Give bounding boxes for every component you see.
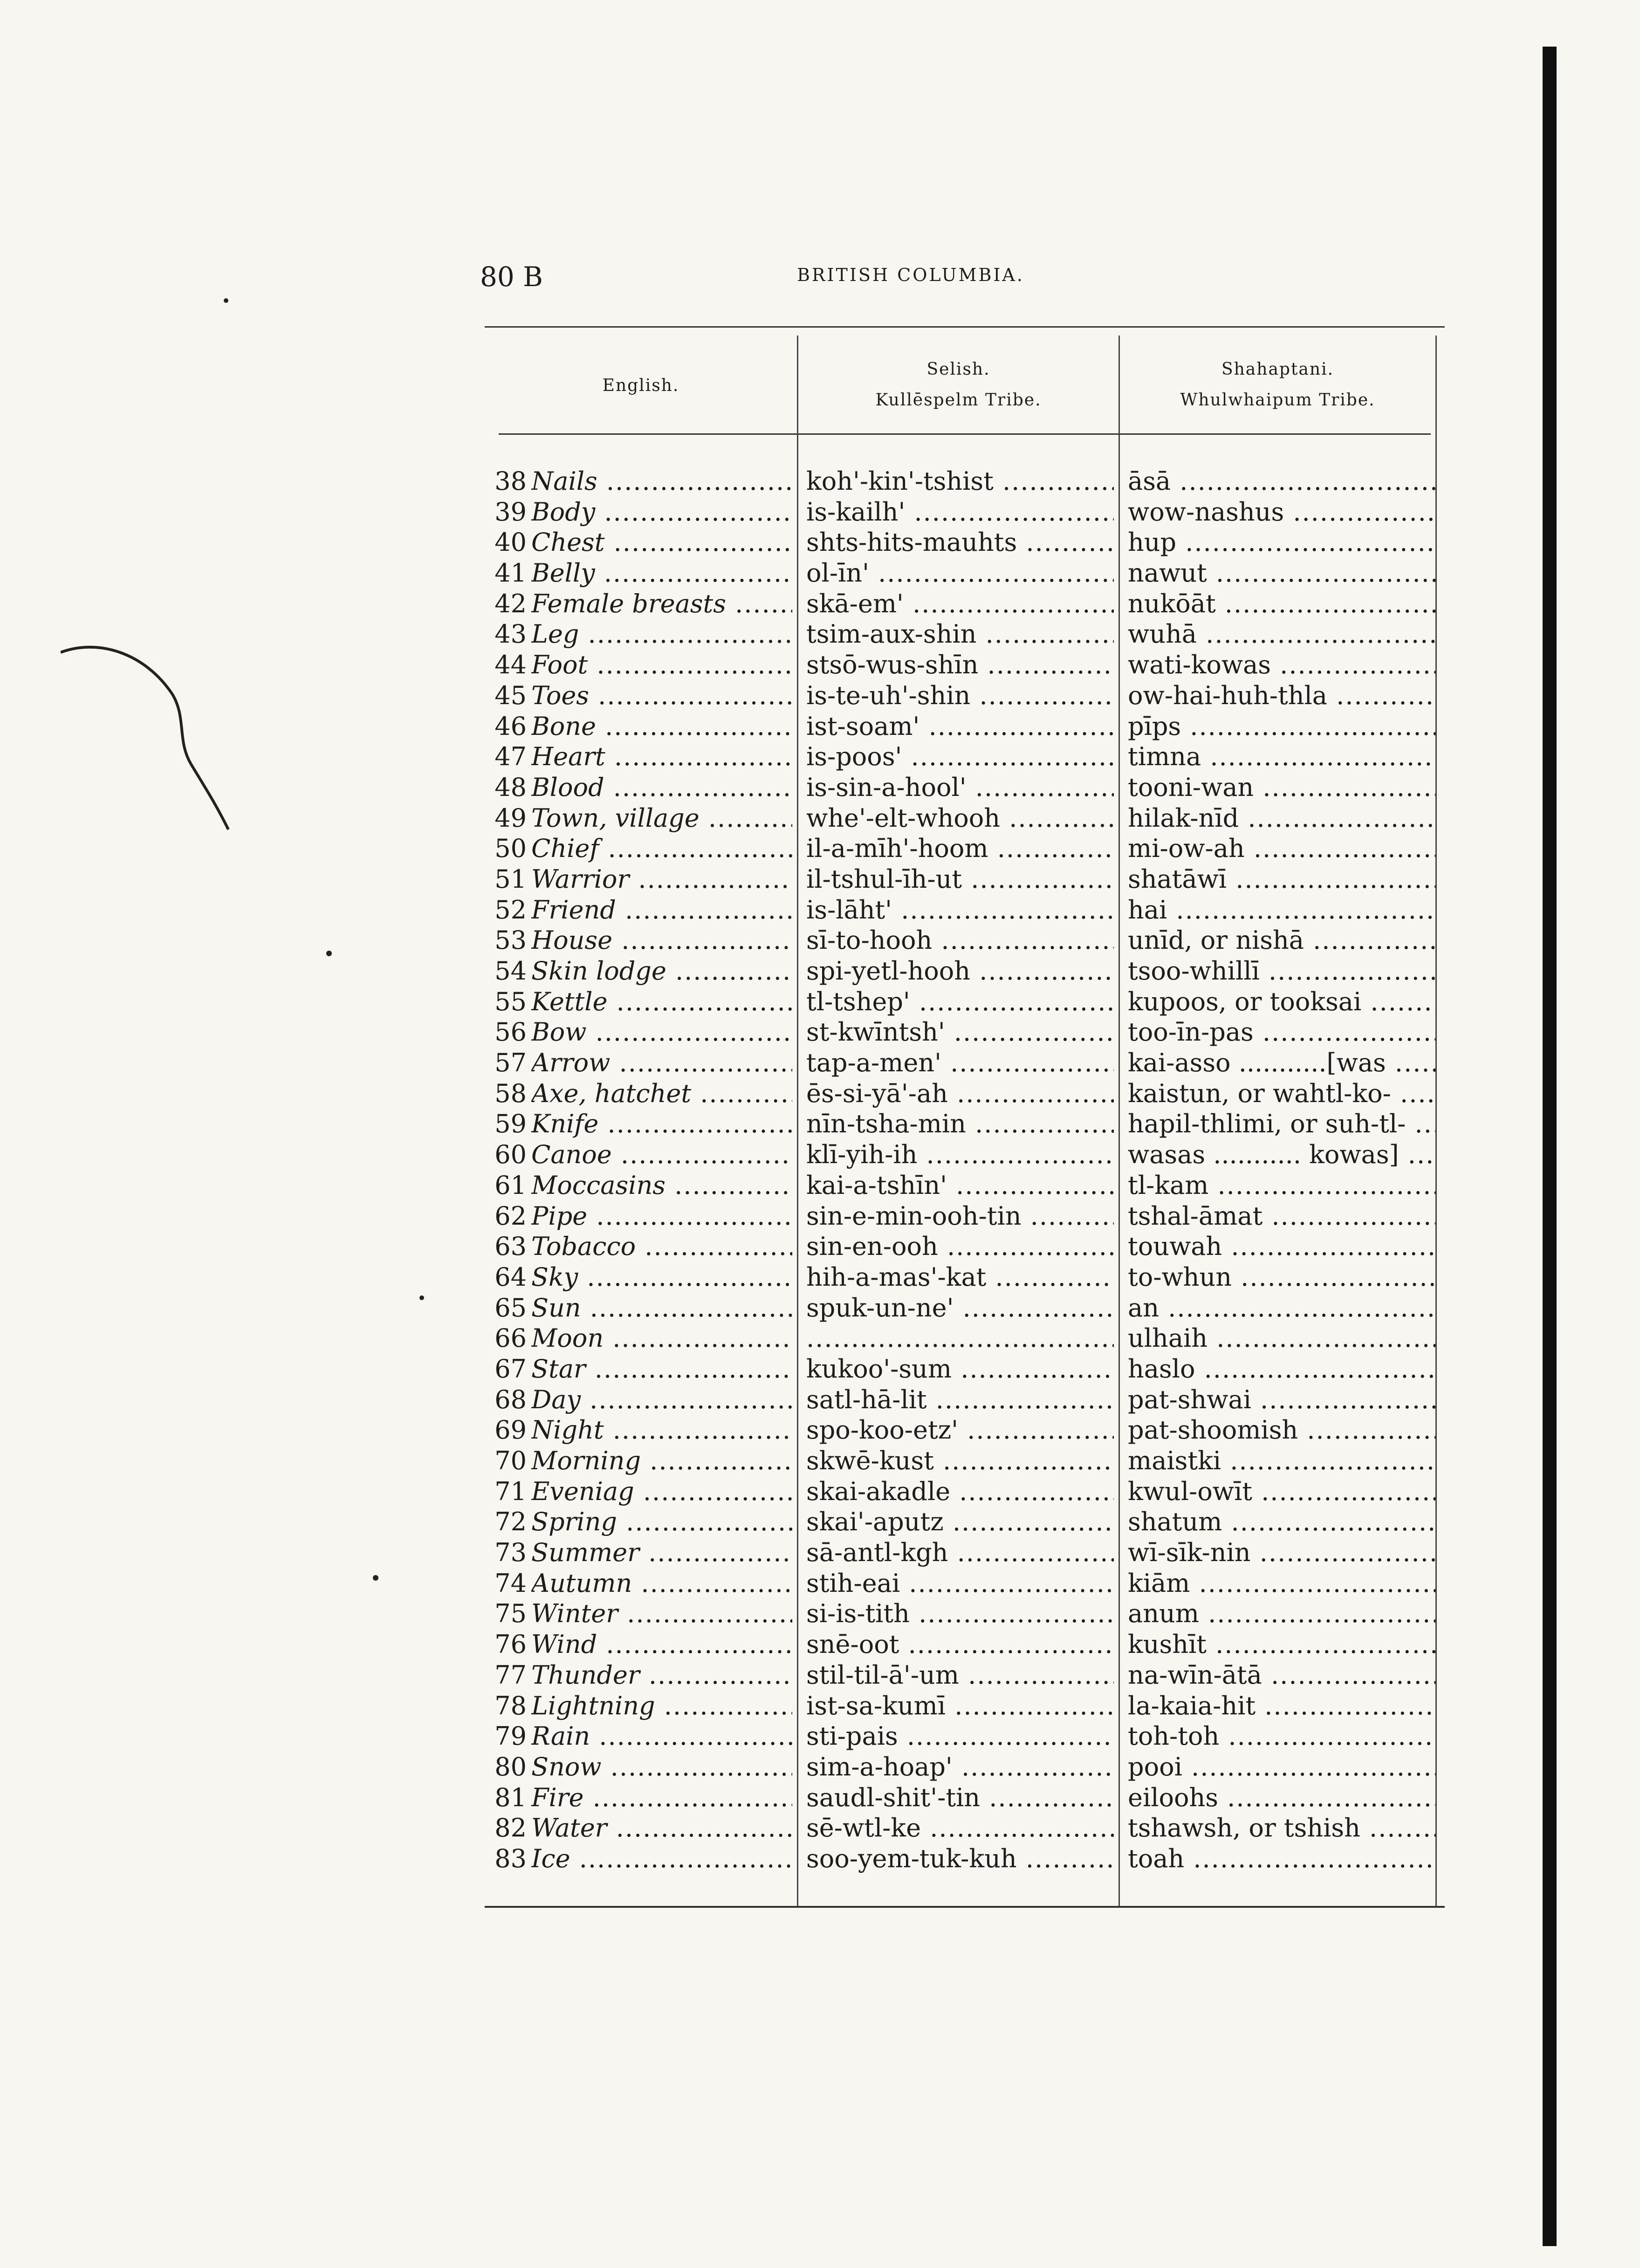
shahaptani-word: pat-shoomish ..... (1128, 1415, 1435, 1446)
page-header (480, 261, 1561, 298)
shahaptani-word: eiloohs ..... (1128, 1782, 1435, 1813)
vocabulary-table (485, 326, 1445, 1915)
english-word: Ice ..... (531, 1843, 792, 1874)
table-row (485, 1201, 1445, 1232)
table-row (485, 1231, 1445, 1262)
english-word: Body ..... (531, 497, 792, 528)
selish-word: sī-to-hooh ..... (806, 925, 1114, 956)
entry-number: 62 (494, 1201, 527, 1231)
shahaptani-word: unīd, or nishā ..... (1128, 925, 1435, 956)
table-body (485, 466, 1445, 1874)
print-speck (419, 1295, 424, 1300)
shahaptani-word: hapil-thlimi, or suh-tl- ..... (1128, 1109, 1435, 1139)
english-word: Snow ..... (531, 1752, 792, 1782)
selish-word: nīn-tsha-min ..... (806, 1109, 1114, 1139)
entry-number: 82 (494, 1813, 527, 1843)
shahaptani-word: tooni-wan ..... (1128, 772, 1435, 803)
entry-number: 45 (494, 680, 527, 710)
entry-number: 42 (494, 589, 527, 618)
english-word: Rain ..... (531, 1721, 792, 1752)
entry-number: 60 (494, 1140, 527, 1170)
entry-number: 47 (494, 742, 527, 772)
entry-number: 72 (494, 1507, 527, 1537)
english-word: Friend ..... (531, 895, 792, 925)
shahaptani-word: wasas ........... kowas] ..... (1128, 1139, 1435, 1170)
selish-word: satl-hā-lit ..... (806, 1384, 1114, 1415)
selish-word: koh'-kin'-tshist ..... (806, 466, 1114, 497)
selish-word: sti-pais ..... (806, 1721, 1114, 1752)
shahaptani-word: too-īn-pas ..... (1128, 1017, 1435, 1048)
header-shahaptani-language: Shahaptani. (1221, 360, 1334, 379)
shahaptani-word: toah ..... (1128, 1843, 1435, 1874)
table-row (485, 1843, 1445, 1874)
selish-word: saudl-shit'-tin ..... (806, 1782, 1114, 1813)
shahaptani-word: la-kaia-hit ..... (1128, 1691, 1435, 1721)
shahaptani-word: mi-ow-ah ..... (1128, 833, 1435, 864)
english-word: Sun ..... (531, 1293, 792, 1323)
selish-word: tsim-aux-shin ..... (806, 619, 1114, 650)
selish-word: stil-til-ā'-um ..... (806, 1660, 1114, 1691)
english-word: Pipe ..... (531, 1201, 792, 1232)
shahaptani-word: shatāwī ..... (1128, 864, 1435, 895)
entry-number: 51 (494, 864, 527, 894)
table-row (485, 1598, 1445, 1629)
entry-number: 65 (494, 1293, 527, 1322)
table-row (485, 466, 1445, 497)
selish-word: il-a-mīh'-hoom ..... (806, 833, 1114, 864)
shahaptani-word: wow-nashus ..... (1128, 497, 1435, 528)
table-row (485, 1782, 1445, 1813)
header-shahaptani-tribe: Whulwhaipum Tribe. (1180, 391, 1375, 410)
english-word: Winter ..... (531, 1598, 792, 1629)
selish-word: ēs-si-yā'-ah ..... (806, 1078, 1114, 1109)
table-row (485, 619, 1445, 650)
entry-number: 79 (494, 1721, 527, 1751)
english-word: Spring ..... (531, 1507, 792, 1537)
english-word: Town, village ..... (531, 803, 792, 834)
table-row (485, 1170, 1445, 1201)
entry-number: 43 (494, 619, 527, 649)
english-word: Eveniag ..... (531, 1476, 792, 1507)
shahaptani-word: kai-asso ...........[was ..... (1128, 1048, 1435, 1078)
entry-number: 75 (494, 1599, 527, 1629)
shahaptani-word: tshawsh, or tshish ..... (1128, 1813, 1435, 1843)
header-shahaptani (1120, 354, 1435, 416)
english-word: Moccasins ..... (531, 1170, 792, 1201)
table-row (485, 1752, 1445, 1782)
english-word: Axe, hatchet ..... (531, 1078, 792, 1109)
selish-word: sā-antl-kgh ..... (806, 1537, 1114, 1568)
english-word: Lightning ..... (531, 1691, 792, 1721)
entry-number: 46 (494, 711, 527, 741)
table-row (485, 1507, 1445, 1537)
entry-number: 61 (494, 1170, 527, 1200)
selish-word: is-lāht' ..... (806, 895, 1114, 925)
selish-word: soo-yem-tuk-kuh ..... (806, 1843, 1114, 1874)
header-selish (798, 354, 1118, 416)
table-row (485, 1384, 1445, 1415)
english-word: House ..... (531, 925, 792, 956)
shahaptani-word: āsā ..... (1128, 466, 1435, 497)
selish-word: shts-hits-mauhts ..... (806, 527, 1114, 558)
shahaptani-word: na-wīn-ātā ..... (1128, 1660, 1435, 1691)
table-row (485, 1813, 1445, 1843)
selish-word: is-te-uh'-shin ..... (806, 680, 1114, 711)
table-row (485, 1262, 1445, 1293)
english-word: Skin lodge ..... (531, 956, 792, 987)
entry-number: 49 (494, 803, 527, 833)
entry-number: 50 (494, 834, 527, 863)
entry-number: 39 (494, 497, 527, 527)
entry-number: 38 (494, 466, 527, 496)
shahaptani-word: nawut ..... (1128, 558, 1435, 589)
english-word: Thunder ..... (531, 1660, 792, 1691)
table-row (485, 1323, 1445, 1354)
table-row (485, 987, 1445, 1017)
table-row (485, 1139, 1445, 1170)
entry-number: 64 (494, 1262, 527, 1292)
shahaptani-word: tsoo-whillī ..... (1128, 956, 1435, 987)
table-row (485, 1537, 1445, 1568)
selish-word: sin-en-ooh ..... (806, 1231, 1114, 1262)
english-word: Wind ..... (531, 1629, 792, 1660)
selish-word (806, 1323, 1114, 1354)
shahaptani-word: wati-kowas ..... (1128, 650, 1435, 680)
table-row (485, 711, 1445, 742)
entry-number: 68 (494, 1384, 527, 1414)
selish-word: is-sin-a-hool' ..... (806, 772, 1114, 803)
table-row (485, 1629, 1445, 1660)
selish-word: ol-īn' ..... (806, 558, 1114, 589)
selish-word: klī-yih-ih ..... (806, 1139, 1114, 1170)
shahaptani-word: hup ..... (1128, 527, 1435, 558)
table-row (485, 1354, 1445, 1384)
table-row (485, 589, 1445, 619)
shahaptani-word: ulhaih ..... (1128, 1323, 1435, 1354)
table-row (485, 1721, 1445, 1752)
table-row (485, 1415, 1445, 1446)
shahaptani-word: kiām ..... (1128, 1568, 1435, 1599)
selish-word: spuk-un-ne' ..... (806, 1293, 1114, 1323)
english-word: Leg ..... (531, 619, 792, 650)
entry-number: 48 (494, 772, 527, 802)
table-row (485, 1446, 1445, 1476)
selish-word: spo-koo-etz' ..... (806, 1415, 1114, 1446)
shahaptani-word: wuhā ..... (1128, 619, 1435, 650)
entry-number: 66 (494, 1323, 527, 1353)
selish-word: skā-em' ..... (806, 589, 1114, 619)
table-row (485, 925, 1445, 956)
english-word: Water ..... (531, 1813, 792, 1843)
header-selish-tribe: Kullēspelm Tribe. (875, 391, 1042, 410)
entry-number: 67 (494, 1354, 527, 1384)
entry-number: 69 (494, 1415, 527, 1445)
shahaptani-word: toh-toh ..... (1128, 1721, 1435, 1752)
selish-word: stih-eai ..... (806, 1568, 1114, 1599)
entry-number: 76 (494, 1630, 527, 1659)
shahaptani-word: an ..... (1128, 1293, 1435, 1323)
print-speck (326, 951, 332, 956)
table-row (485, 1078, 1445, 1109)
print-speck (373, 1575, 378, 1581)
table-row (485, 527, 1445, 558)
english-word: Day ..... (531, 1384, 792, 1415)
english-word: Blood ..... (531, 772, 792, 803)
shahaptani-word: timna ..... (1128, 741, 1435, 772)
page-edge-shadow (1543, 47, 1557, 2246)
table-row (485, 1660, 1445, 1691)
table-top-rule (485, 326, 1445, 328)
english-word: Arrow ..... (531, 1048, 792, 1078)
english-word: Fire ..... (531, 1782, 792, 1813)
shahaptani-word: touwah ..... (1128, 1231, 1435, 1262)
table-row (485, 1017, 1445, 1048)
table-row (485, 497, 1445, 528)
shahaptani-word: tshal-āmat ..... (1128, 1201, 1435, 1232)
selish-word: stsō-wus-shīn ..... (806, 650, 1114, 680)
entry-number: 78 (494, 1691, 527, 1720)
entry-number: 83 (494, 1843, 527, 1873)
table-row (485, 956, 1445, 987)
shahaptani-word: ow-hai-huh-thla ..... (1128, 680, 1435, 711)
selish-word: kai-a-tshīn' ..... (806, 1170, 1114, 1201)
english-word: Chief ..... (531, 833, 792, 864)
english-word: Bow ..... (531, 1017, 792, 1048)
selish-word: st-kwīntsh' ..... (806, 1017, 1114, 1048)
english-word: Star ..... (531, 1354, 792, 1384)
header-english (485, 370, 797, 401)
table-row (485, 895, 1445, 925)
selish-word: spi-yetl-hooh ..... (806, 956, 1114, 987)
selish-word: skwē-kust ..... (806, 1446, 1114, 1476)
table-row (485, 680, 1445, 711)
entry-number: 52 (494, 895, 527, 925)
table-row (485, 1568, 1445, 1599)
entry-number: 44 (494, 650, 527, 680)
english-word: Summer ..... (531, 1537, 792, 1568)
shahaptani-word: kaistun, or wahtl-ko- ..... (1128, 1078, 1435, 1109)
shahaptani-word: to-whun ..... (1128, 1262, 1435, 1293)
english-word: Belly ..... (531, 558, 792, 589)
shahaptani-word: pīps ..... (1128, 711, 1435, 742)
running-title: BRITISH COLUMBIA. (797, 265, 1024, 285)
shahaptani-word: haslo ..... (1128, 1354, 1435, 1384)
selish-word: hih-a-mas'-kat ..... (806, 1262, 1114, 1293)
table-row (485, 1691, 1445, 1721)
table-row (485, 1109, 1445, 1139)
english-word: Sky ..... (531, 1262, 792, 1293)
table-row (485, 833, 1445, 864)
selish-word: il-tshul-īh-ut ..... (806, 864, 1114, 895)
shahaptani-word: kwul-owīt ..... (1128, 1476, 1435, 1507)
entry-number: 77 (494, 1660, 527, 1690)
selish-word: tl-tshep' ..... (806, 987, 1114, 1017)
entry-number: 54 (494, 956, 527, 986)
table-row (485, 803, 1445, 834)
shahaptani-word: anum ..... (1128, 1598, 1435, 1629)
shahaptani-word: kupoos, or tooksai ..... (1128, 987, 1435, 1017)
entry-number: 40 (494, 528, 527, 557)
english-word: Chest ..... (531, 527, 792, 558)
selish-word: snē-oot ..... (806, 1629, 1114, 1660)
english-word: Bone ..... (531, 711, 792, 742)
entry-number: 58 (494, 1078, 527, 1108)
header-selish-language: Selish. (926, 360, 990, 379)
selish-word: is-kailh' ..... (806, 497, 1114, 528)
table-row (485, 1476, 1445, 1507)
table-header-rule (499, 433, 1431, 435)
english-word: Nails ..... (531, 466, 792, 497)
english-word: Night ..... (531, 1415, 792, 1446)
entry-number: 53 (494, 925, 527, 955)
selish-word: whe'-elt-whooh ..... (806, 803, 1114, 834)
entry-number: 41 (494, 558, 527, 588)
entry-number: 81 (494, 1782, 527, 1812)
stray-hair-mark (61, 634, 247, 867)
shahaptani-word: tl-kam ..... (1128, 1170, 1435, 1201)
entry-number: 57 (494, 1048, 527, 1078)
selish-word: skai'-aputz ..... (806, 1507, 1114, 1537)
shahaptani-word: pat-shwai ..... (1128, 1384, 1435, 1415)
shahaptani-word: kushīt ..... (1128, 1629, 1435, 1660)
shahaptani-word: pooi ..... (1128, 1752, 1435, 1782)
table-row (485, 741, 1445, 772)
table-row (485, 650, 1445, 680)
english-word: Foot ..... (531, 650, 792, 680)
selish-word: ist-sa-kumī ..... (806, 1691, 1114, 1721)
header-english-label: English. (602, 376, 679, 395)
selish-word: sim-a-hoap' ..... (806, 1752, 1114, 1782)
shahaptani-word: hilak-nīd ..... (1128, 803, 1435, 834)
selish-word: is-poos' ..... (806, 741, 1114, 772)
selish-word: sin-e-min-ooh-tin ..... (806, 1201, 1114, 1232)
shahaptani-word: wī-sīk-nin ..... (1128, 1537, 1435, 1568)
selish-word: ist-soam' ..... (806, 711, 1114, 742)
shahaptani-word: maistki ..... (1128, 1446, 1435, 1476)
entry-number: 71 (494, 1476, 527, 1506)
entry-number: 63 (494, 1232, 527, 1261)
entry-number: 59 (494, 1109, 527, 1139)
english-word: Autumn ..... (531, 1568, 792, 1599)
english-word: Tobacco ..... (531, 1231, 792, 1262)
shahaptani-word: hai ..... (1128, 895, 1435, 925)
selish-word: tap-a-men' ..... (806, 1048, 1114, 1078)
entry-number: 73 (494, 1538, 527, 1568)
table-row (485, 772, 1445, 803)
selish-word: kukoo'-sum ..... (806, 1354, 1114, 1384)
shahaptani-word: shatum ..... (1128, 1507, 1435, 1537)
english-word: Morning ..... (531, 1446, 792, 1476)
page-number: 80 B (480, 261, 543, 293)
english-word: Knife ..... (531, 1109, 792, 1139)
selish-word: sē-wtl-ke ..... (806, 1813, 1114, 1843)
entry-number: 74 (494, 1568, 527, 1598)
english-word: Heart ..... (531, 741, 792, 772)
entry-number: 80 (494, 1752, 527, 1782)
shahaptani-word: nukōāt ..... (1128, 589, 1435, 619)
table-row (485, 558, 1445, 589)
table-row (485, 1048, 1445, 1078)
selish-word: si-is-tith ..... (806, 1598, 1114, 1629)
english-word: Canoe ..... (531, 1139, 792, 1170)
entry-number: 55 (494, 987, 527, 1016)
selish-word: skai-akadle ..... (806, 1476, 1114, 1507)
table-row (485, 864, 1445, 895)
english-word: Warrior ..... (531, 864, 792, 895)
english-word: Kettle ..... (531, 987, 792, 1017)
entry-number: 70 (494, 1446, 527, 1475)
print-speck (224, 298, 228, 303)
english-word: Female breasts ..... (531, 589, 792, 619)
table-bottom-rule (485, 1906, 1445, 1908)
table-row (485, 1293, 1445, 1323)
english-word: Toes ..... (531, 680, 792, 711)
english-word: Moon ..... (531, 1323, 792, 1354)
entry-number: 56 (494, 1017, 527, 1047)
